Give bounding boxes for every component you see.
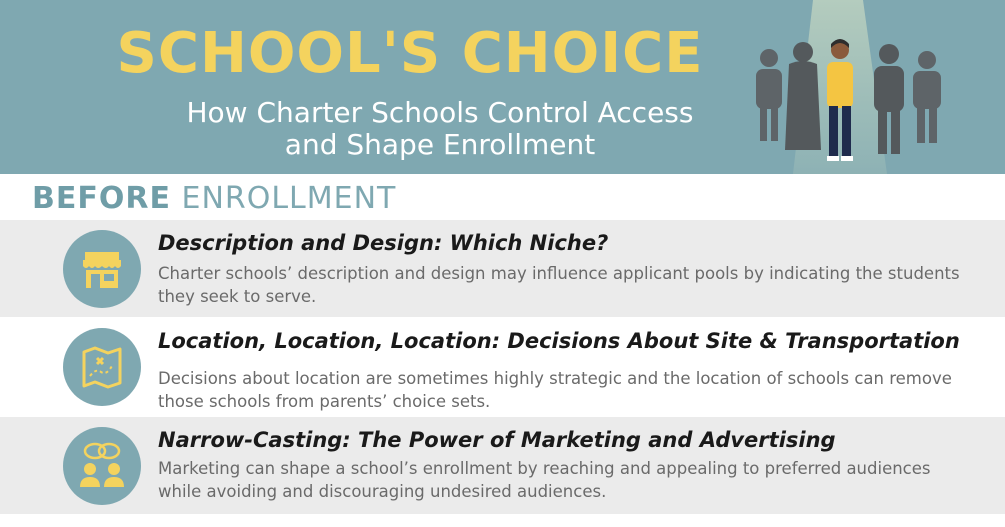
list-item [0,417,1005,514]
list-item [0,220,1005,317]
list-item [0,318,1005,415]
item-title: Location, Location, Location: Decisions About Site & Transportation [158,329,960,353]
silhouette-person-4 [874,44,904,154]
header-banner [0,0,1005,174]
students-illustration [745,0,995,174]
section-heading-bold: BEFORE [32,181,171,216]
storefront-icon [63,230,141,308]
section-heading-rest: ENROLLMENT [170,181,397,216]
page-title: SCHOOL'S CHOICE [116,21,704,86]
item-title: Narrow-Casting: The Power of Marketing and Advertising [158,428,836,452]
people-talking-icon [63,427,141,505]
item-description: Charter schools’ description and design may influence applicant pools by indicating the students they seek to serve. [158,264,960,306]
section-heading [32,181,396,217]
silhouette-person-1 [756,49,782,141]
item-description: Marketing can shape a school’s enrollment by reaching and appealing to preferred audiences while avoiding and discouraging undesired audiences. [158,459,931,501]
map-icon [63,328,141,406]
silhouette-person-5 [913,51,941,143]
subtitle-line-1: How Charter Schools Control Access [186,96,694,129]
subtitle-line-2: and Shape Enrollment [284,128,596,161]
item-title: Description and Design: Which Niche? [158,231,609,255]
item-description: Decisions about location are sometimes highly strategic and the location of schools can remove those schools from parents’ choice sets. [158,369,952,411]
